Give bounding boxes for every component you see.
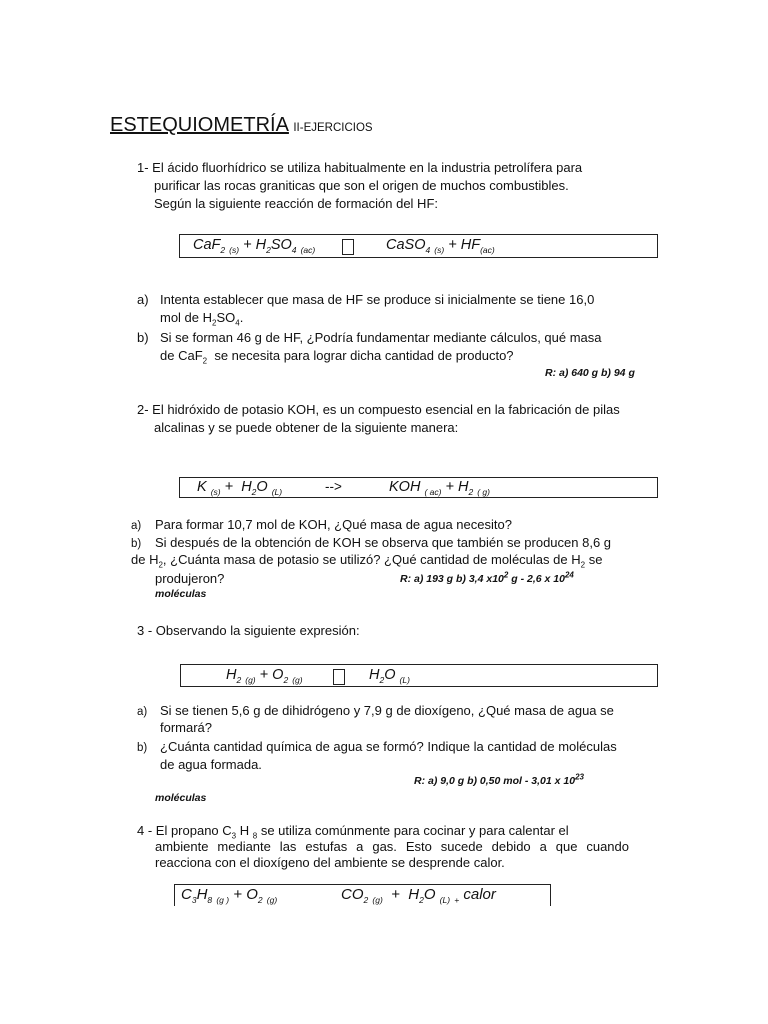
eq1-reactants: CaF$_2$ $_{(s)} + H_2SO_4$ $_{(ac)}$ — [193, 237, 316, 255]
q3-b-line1: ¿Cuánta cantidad química de agua se formó? Indique la cantidad de moléculas — [160, 739, 617, 754]
q1-line1: 1- El ácido fluorhídrico se utiliza habitualmente en la industria petrolífera para — [137, 160, 583, 175]
q2-line1: 2- El hidróxido de potasio KOH, es un compuesto esencial en la fabricación de pilas — [137, 402, 620, 417]
q2-a-label: a) — [131, 520, 142, 532]
q2-b-line1: Si después de la obtención de KOH se observa que también se producen 8,6 g — [155, 535, 612, 550]
q1-a-label: a) — [137, 292, 149, 307]
q2-answer: R: a) 193 g b) 3,4 $x10^2$ g - 2,6 x $10^{24}$ — [400, 570, 574, 585]
eq2-arrow: --> — [325, 479, 342, 494]
eq4-reactants: $C_3H_8$ $_{(g )} + O_2$ $_{(g)}$ — [181, 886, 278, 905]
q3-answer: R: a) 9,0 g b) 0,50 mol - 3,01 x $10^{23}$ — [414, 772, 584, 787]
q3-b-line2: de agua formada. — [160, 757, 262, 772]
q1-b-label: b) — [137, 330, 149, 345]
q2-answer-units: moléculas — [155, 588, 207, 600]
q2-b-line2: de $H_2$, ¿Cuánta masa de potasio se utilizó? ¿Qué cantidad de moléculas de $H_2$ se — [131, 552, 603, 570]
q4-line2: ambiente mediante las estufas a gas. Esto sucede debido a que cuando — [155, 839, 629, 854]
q1-line3: Según la siguiente reacción de formación del HF: — [154, 196, 438, 211]
q1-a-line2: mol de $H_2SO_4$. — [160, 310, 244, 328]
page-title-block — [110, 114, 373, 137]
q3-answer-units: moléculas — [155, 792, 207, 804]
equation-box-1 — [179, 234, 658, 258]
q1-b-line2: de CaF$_2$ se necesita para lograr dicha cantidad de producto? — [160, 348, 514, 366]
q2-a-text: Para formar 10,7 mol de KOH, ¿Qué masa de agua necesito? — [155, 517, 512, 532]
equation-box-3 — [180, 664, 658, 687]
q2-b-line3: produjeron? — [155, 571, 225, 586]
arrow-icon — [333, 669, 345, 685]
q4-line3: reacciona con el dioxígeno del ambiente se desprende calor. — [155, 855, 505, 870]
q1-a-line1: Intenta establecer que masa de HF se produce si inicialmente se tiene 16,0 — [160, 292, 595, 307]
eq3-products: $H_2O$ $_{(L)}$ — [369, 667, 410, 685]
equation-box-4 — [174, 884, 551, 906]
q4-line1: 4 - El propano $C_3$ H $_8$ se utiliza comúnmente para cocinar y para calentar el — [137, 823, 569, 841]
equation-box-2 — [179, 477, 658, 498]
page-title: ESTEQUIOMETRÍA — [110, 114, 289, 136]
q3-a-line2: formará? — [160, 720, 213, 735]
q2-line2: alcalinas y se puede obtener de la siguiente manera: — [154, 420, 459, 435]
arrow-icon — [342, 239, 354, 255]
q1-answer: R: a) 640 g b) 94 g — [545, 367, 635, 379]
eq3-reactants: $H_2$ $_{(g)} + O_2$ $_{(g)}$ — [226, 667, 303, 685]
q1-line2: purificar las rocas graniticas que son el origen de muchos combustibles. — [154, 178, 569, 193]
q3-b-label: b) — [137, 742, 148, 754]
q1-b-line1: Si se forman 46 g de HF, ¿Podría fundamentar mediante cálculos, qué masa — [160, 330, 602, 345]
q3-a-line1: Si se tienen 5,6 g de dihidrógeno y 7,9 g de dioxígeno, ¿Qué masa de agua se — [160, 703, 614, 718]
eq2-reactants: K $_{(s)} + H_2O$ $_{(L)}$ — [197, 479, 283, 497]
eq4-products: $CO_2$ $_{(g)} + H_2O$ $_{(L)}$ $_+$ calor — [341, 886, 496, 905]
q3-line1: 3 - Observando la siguiente expresión: — [137, 623, 360, 638]
eq2-products: KOH $_{( ac)} + H_2$ $_{( g)}$ — [389, 479, 490, 497]
eq1-products: CaSO$_4$ $_{(s)} + HF_{(ac)}$ — [386, 237, 495, 255]
q2-b-label: b) — [131, 538, 142, 550]
q3-a-label: a) — [137, 706, 148, 718]
page-subtitle: II-EJERCICIOS — [293, 122, 373, 134]
